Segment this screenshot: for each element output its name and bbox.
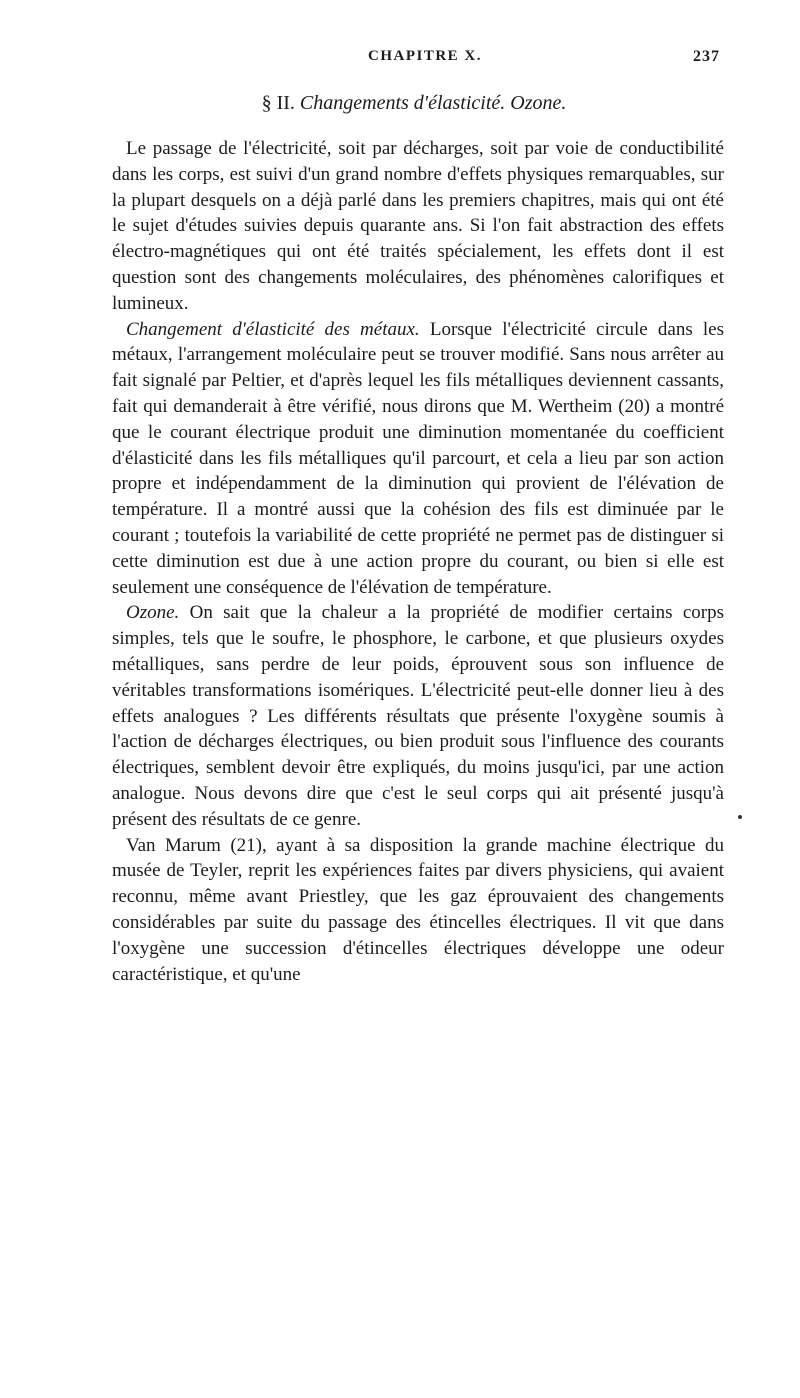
paragraph-intro xyxy=(112,136,724,317)
paragraph-elasticity xyxy=(112,317,724,601)
margin-mark xyxy=(738,815,742,819)
body-text xyxy=(112,136,724,987)
section-title: Changements d'élasticité. Ozone. xyxy=(299,92,567,114)
chapter-heading: CHAPITRE X. xyxy=(368,48,483,64)
paragraph-ozone xyxy=(112,600,724,832)
paragraph-text: Le passage de l'électricité, soit par décharges, soit par voie de conductibilité dans les corps, est suivi d'un grand nombre d'effets physiques remarquables, sur la plupart desquels on a déjà parlé dans les premiers chapitres, mais qui ont été le sujet d'études suivies depuis quarante ans. Si l'on fait abstraction des effets électro-magnétiques qui ont été traités spécialement, les effets dont il est question sont des changements moléculaires, des phénomènes calorifiques et lumineux. xyxy=(112,138,724,314)
page-number: 237 xyxy=(693,48,720,65)
section-heading xyxy=(0,92,800,115)
run-in-heading: Ozone. xyxy=(126,602,180,624)
paragraph-text: On sait que la chaleur a la propriété de modifier certains corps simples, tels que le soufre, le phosphore, le carbone, et que plusieurs oxydes métalliques, sans perdre de leur poids, éprouvent sous son influence de véritables transformations isomériques. L'électricité peut-elle donner lieu à des effets analogues ? Les différents résultats que présente l'oxygène soumis à l'action de décharges électriques, ou bien produit sous l'influence des courants électriques, semblent devoir être expliqués, du moins jusqu'ici, par une action analogue. Nous devons dire que c'est le seul corps qui ait présenté jusqu'à présent des résultats de ce genre. xyxy=(112,602,725,830)
running-head xyxy=(250,48,720,72)
paragraph-text: Van Marum (21), ayant à sa disposition la grande machine électrique du musée de Teyler, reprit les expériences faites par divers physiciens, qui avaient reconnu, même avant Priestley, que les gaz éprouvaient des changements considérables par suite du passage des étincelles électriques. Il vit que dans l'oxygène une succession d'étincelles électriques développe une odeur caractéristique, et qu'une xyxy=(112,834,724,985)
section-number: § II. xyxy=(261,92,295,114)
paragraph-text: Lorsque l'électricité circule dans les métaux, l'arrangement moléculaire peut se trouver modifié. Sans nous arrêter au fait signalé par Peltier, et d'après lequel les fils métalliques deviennent cassants, fait qui demanderait à être vérifié, nous dirons que M. Wertheim (20) a montré que le courant électrique produit une diminution momentanée du coefficient d'élasticité dans les fils métalliques qu'il parcourt, et cela a lieu par son action propre et indépendamment de la diminution qui provient de l'élévation de température. Il a montré aussi que la cohésion des fils est diminuée par le courant ; toutefois la variabilité de cette propriété ne permet pas de distinguer si cette diminution est due à une action propre du courant, ou bien si elle est seulement une conséquence de l'élévation de température. xyxy=(112,318,725,598)
run-in-heading: Changement d'élasticité des métaux. xyxy=(126,318,420,340)
paragraph-van-marum xyxy=(112,833,724,988)
